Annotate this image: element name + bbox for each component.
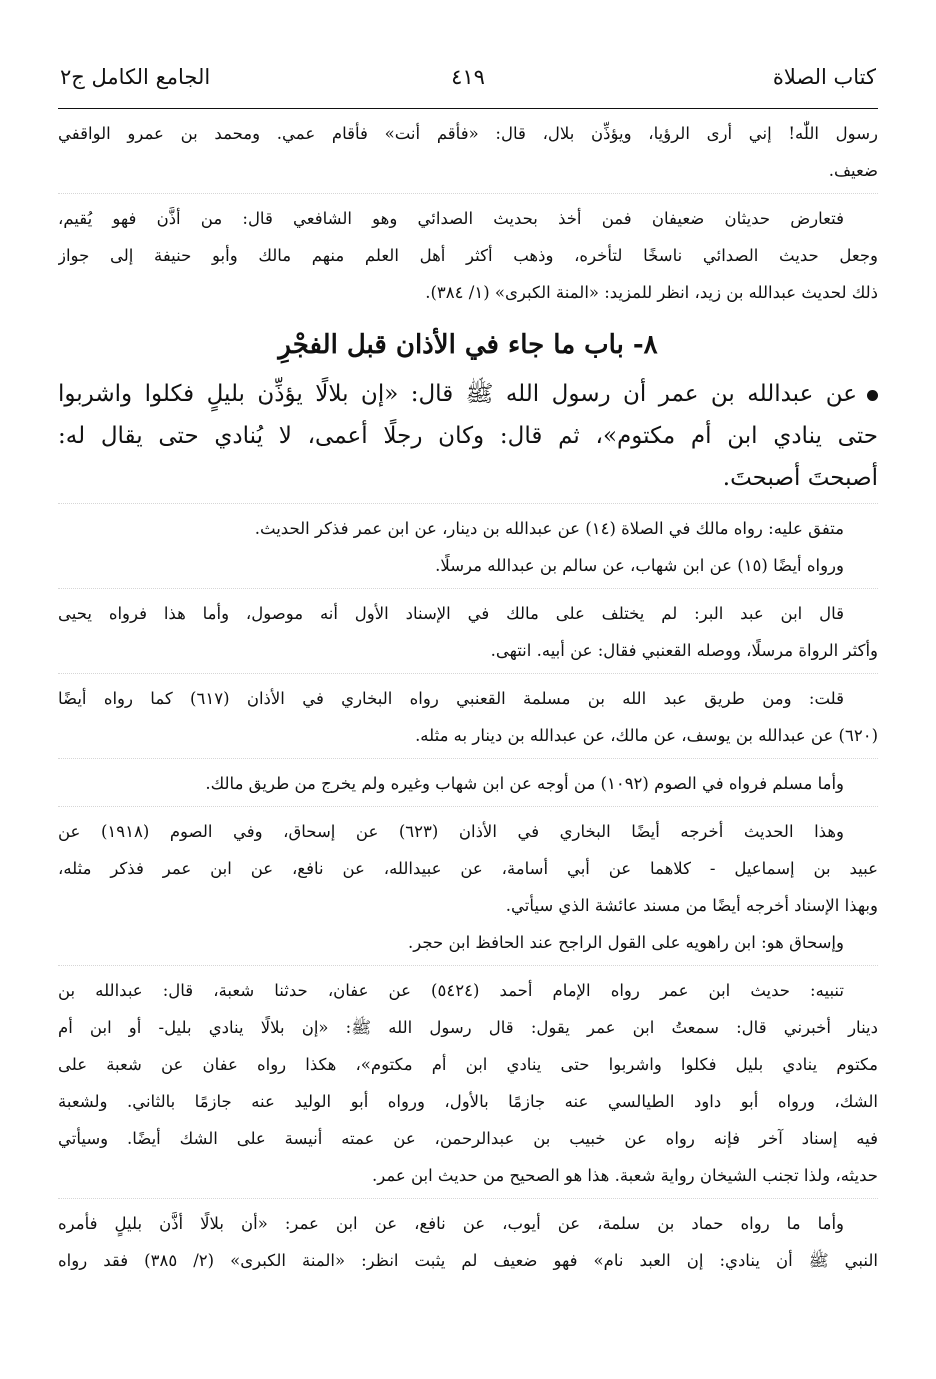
text-line: حديثه، ولذا تجنب الشيخان رواية شعبة. هذا هو الصحيح من حديث ابن عمر. xyxy=(371,1166,878,1185)
text-line: وأما مسلم فرواه في الصوم (١٠٩٢) من أوجه عن ابن شهاب وغيره ولم يخرج من طريق مالك. xyxy=(205,774,844,793)
text-line: ضعيف. xyxy=(828,161,878,180)
section-heading: ٨- باب ما جاء في الأذان قبل الفجْرِ xyxy=(278,330,658,360)
commentary-paragraph xyxy=(58,765,878,802)
running-header xyxy=(58,60,878,109)
paragraph-separator xyxy=(58,673,878,674)
text-line: رسول اللّٰه! إني أرى الرؤيا، ويؤذِّن بلال، قال: «فأقم أنت» فأقام عمي. ومحمد بن عمرو الواقفي xyxy=(58,124,878,143)
text-line: وبهذا الإسناد أخرجه أيضًا من مسند عائشة الذي سيأتي. xyxy=(505,896,878,915)
text-line: دينار أخبرني قال: سمعتُ ابن عمر يقول: قال رسول الله ﷺ: «إن بلالًا ينادي بليل- أو ابن أم xyxy=(58,1018,878,1037)
commentary-paragraph xyxy=(58,595,878,669)
commentary-paragraph xyxy=(58,813,878,924)
text-line: ذلك لحديث عبدالله بن زيد، انظر للمزيد: «المنة الكبرى» (١/ ٣٨٤). xyxy=(425,283,878,302)
text-line xyxy=(58,373,878,415)
text-line: أصبحتَ أصبحتَ. xyxy=(722,465,878,491)
text-line: وأكثر الرواة مرسلًا، ووصله القعنبي فقال: عن أبيه. انتهى. xyxy=(490,641,878,660)
commentary-paragraph xyxy=(58,510,878,547)
text-line: فتعارض حديثان ضعيفان فمن أخذ بحديث الصدائي وهو الشافعي قال: من أذَّن فهو يُقيم، xyxy=(58,209,844,228)
paragraph-separator xyxy=(58,758,878,759)
text-line: (٦٢٠) عن عبدالله بن يوسف، عن مالك، عن عبدالله بن دينار به مثله. xyxy=(415,726,878,745)
text-line: قال ابن عبد البر: لم يختلف على مالك في الإسناد الأول أنه موصول، وأما هذا فرواه يحيى xyxy=(58,604,844,623)
commentary-paragraph xyxy=(58,547,878,584)
text-line: وهذا الحديث أخرجه أيضًا البخاري في الأذان (٦٢٣) عن إسحاق، وفي الصوم (١٩١٨) عن xyxy=(58,822,844,841)
page-number: ٤١٩ xyxy=(451,65,485,89)
book-title: الجامع الكامل ج٢ xyxy=(60,65,211,89)
text-line: النبي ﷺ أن ينادي: إن العبد نام» فهو ضعيف لم يثبت انظر: «المنة الكبرى» (٢/ ٣٨٥) فقد رواه xyxy=(58,1251,878,1270)
hadith-text xyxy=(58,373,878,499)
text-line: الشك، ورواه أبو داود الطيالسي عنه جازمًا بالأول، ورواه أبو الوليد عنه جازمًا بالثاني. ولشعبة xyxy=(58,1092,878,1111)
text-line: وأما ما رواه حماد بن سلمة، عن أيوب، عن نافع، عن ابن عمر: «أن بلالًا أذَّن بليلٍ فأمره xyxy=(58,1214,844,1233)
text-line: تنبيه: حديث ابن عمر رواه الإمام أحمد (٥٤٢٤) عن عفان، حدثنا شعبة، قال: عبدالله بن xyxy=(58,981,844,1000)
commentary-paragraph xyxy=(58,972,878,1194)
bullet-icon xyxy=(867,390,878,401)
text-line: حتى ينادي ابن أم مكتوم»، ثم قال: وكان رجلًا أعمى، لا يُنادي حتى يقال له: xyxy=(58,423,878,449)
text-line: قلت: ومن طريق عبد الله بن مسلمة القعنبي رواه البخاري في الأذان (٦١٧) كما رواه أيضًا xyxy=(58,689,844,708)
paragraph-separator xyxy=(58,503,878,504)
intro-paragraph xyxy=(58,115,878,189)
commentary-paragraph xyxy=(58,924,878,961)
text-line: وجعل حديث الصدائي ناسخًا لتأخره، وذهب أكثر أهل العلم منهم مالك وأبو حنيفة إلى جواز xyxy=(58,246,878,265)
paragraph-separator xyxy=(58,965,878,966)
text-line: متفق عليه: رواه مالك في الصلاة (١٤) عن عبدالله بن دينار، عن ابن عمر فذكر الحديث. xyxy=(254,519,844,538)
hadith-line-text: عن عبدالله بن عمر أن رسول الله ﷺ قال: «إن بلالًا يؤذِّن بليلٍ فكلوا واشربوا xyxy=(58,381,857,407)
commentary-paragraph xyxy=(58,1205,878,1279)
intro-paragraph xyxy=(58,200,878,311)
text-line: فيه إسناد آخر فإنه رواه عن خبيب بن عبدالرحمن، عن عمته أنيسة على الشك أيضًا. وسيأتي xyxy=(58,1129,878,1148)
text-line: عبيد بن إسماعيل - كلاهما عن أبي أسامة، عن عبيدالله، عن نافع، عن ابن عمر فذكر مثله، xyxy=(58,859,878,878)
paragraph-separator xyxy=(58,193,878,194)
chapter-title: كتاب الصلاة xyxy=(772,65,876,89)
paragraph-separator xyxy=(58,588,878,589)
text-line: مكتوم ينادي بليل فكلوا واشربوا حتى ينادي ابن أم مكتوم»، هكذا رواه عفان عن شعبة على xyxy=(58,1055,878,1074)
text-line: ورواه أيضًا (١٥) عن ابن شهاب، عن سالم بن عبدالله مرسلًا. xyxy=(435,556,844,575)
paragraph-separator xyxy=(58,1198,878,1199)
text-line: وإسحاق هو: ابن راهويه على القول الراجح عند الحافظ ابن حجر. xyxy=(408,933,844,952)
commentary-paragraph xyxy=(58,680,878,754)
paragraph-separator xyxy=(58,806,878,807)
